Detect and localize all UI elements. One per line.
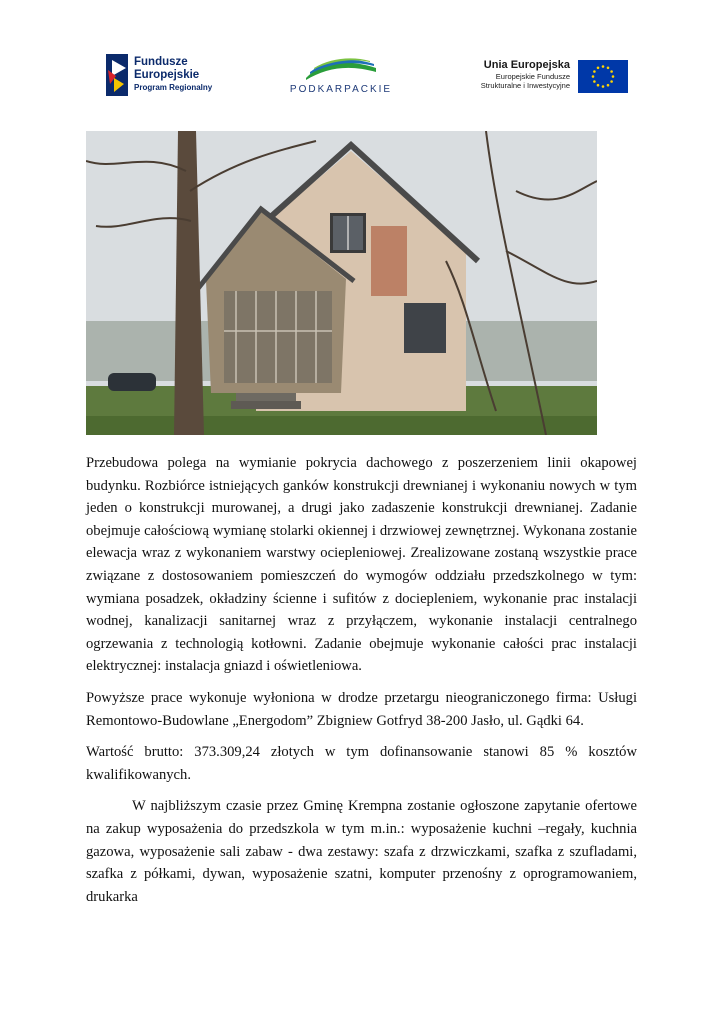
podkarpackie-wave-icon <box>304 58 378 80</box>
paragraph-2: Powyższe prace wykonuje wyłoniona w drodze przetargu nieograniczonego firma: Usługi Remontowo-Budowlane „Energodom” Zbigniew Gotfryd 38-200 Jasło, ul. Gądki 64. <box>86 689 637 729</box>
paragraph-1: Przebudowa polega na wymianie pokrycia dachowego z poszerzeniem linii okapowej budynku. Rozbiórce istniejących ganków konstrukcji drewnianej i wykonaniu nowych w tym jeden o konstrukcji murowanej, a drugi jako zadaszenie konstrukcji drewnianej. Zadanie obejmuje całościową wymianę stolarki okiennej i drzwiowej zewnętrznej. Wykonana zostanie elewacja wraz z wykonaniem warstwy ociepleniowej. Zrealizowane zostaną wszystkie prace związane z dostosowaniem pomieszczeń do wymogów oddziału przedszkolnego w tym: wymiana posadzek, okładziny ścienne i sufitów z dociepleniem, wykonanie prac instalacji wodnej, kanalizacji sanitarnej wraz z przyłączem, wykonanie instalacji centralnego ogrzewania z technologią kotłowni. Zadanie obejmuje wykonanie całości prac instalacji elektrycznej: instalacja gniazd i oświetleniowa. <box>86 455 637 675</box>
logo-header <box>100 52 630 102</box>
eu-flag-icon <box>578 60 628 93</box>
article-body <box>86 452 637 917</box>
ue-line2: Europejskie Fundusze <box>495 72 570 81</box>
ue-line3: Strukturalne i Inwestycyjne <box>480 81 570 90</box>
podkarpackie-logo <box>286 58 396 100</box>
house-photo <box>86 131 597 435</box>
fundusze-europejskie-logo <box>106 54 246 98</box>
fe-line3: Program Regionalny <box>134 83 213 92</box>
fe-line1: Fundusze <box>134 56 188 68</box>
fe-line2: Europejskie <box>134 69 200 81</box>
fe-star-icon <box>106 54 128 96</box>
paragraph-4: W najbliższym czasie przez Gminę Krempna zostanie ogłoszone zapytanie ofertowe na zakup wyposażenia do przedszkola w tym m.in.: wyposażenie kuchni –regały, kuchnia gazowa, wyposażenie sali zabaw - dwa zestawy: szafa z drzwiczkami, szafka z szufladami, szafka z półkami, dywan, wyposażenie szatni, komputer przenośny z oprogramowaniem, drukarka <box>86 798 637 905</box>
ue-title: Unia Europejska <box>483 59 570 71</box>
house-photo-drawing <box>86 131 597 435</box>
podkarpackie-label: PODKARPACKIE <box>289 84 393 95</box>
paragraph-3: Wartość brutto: 373.309,24 złotych w tym dofinansowanie stanowi 85 % kosztów kwalifikowanych. <box>86 744 637 783</box>
unia-europejska-logo <box>468 58 628 98</box>
